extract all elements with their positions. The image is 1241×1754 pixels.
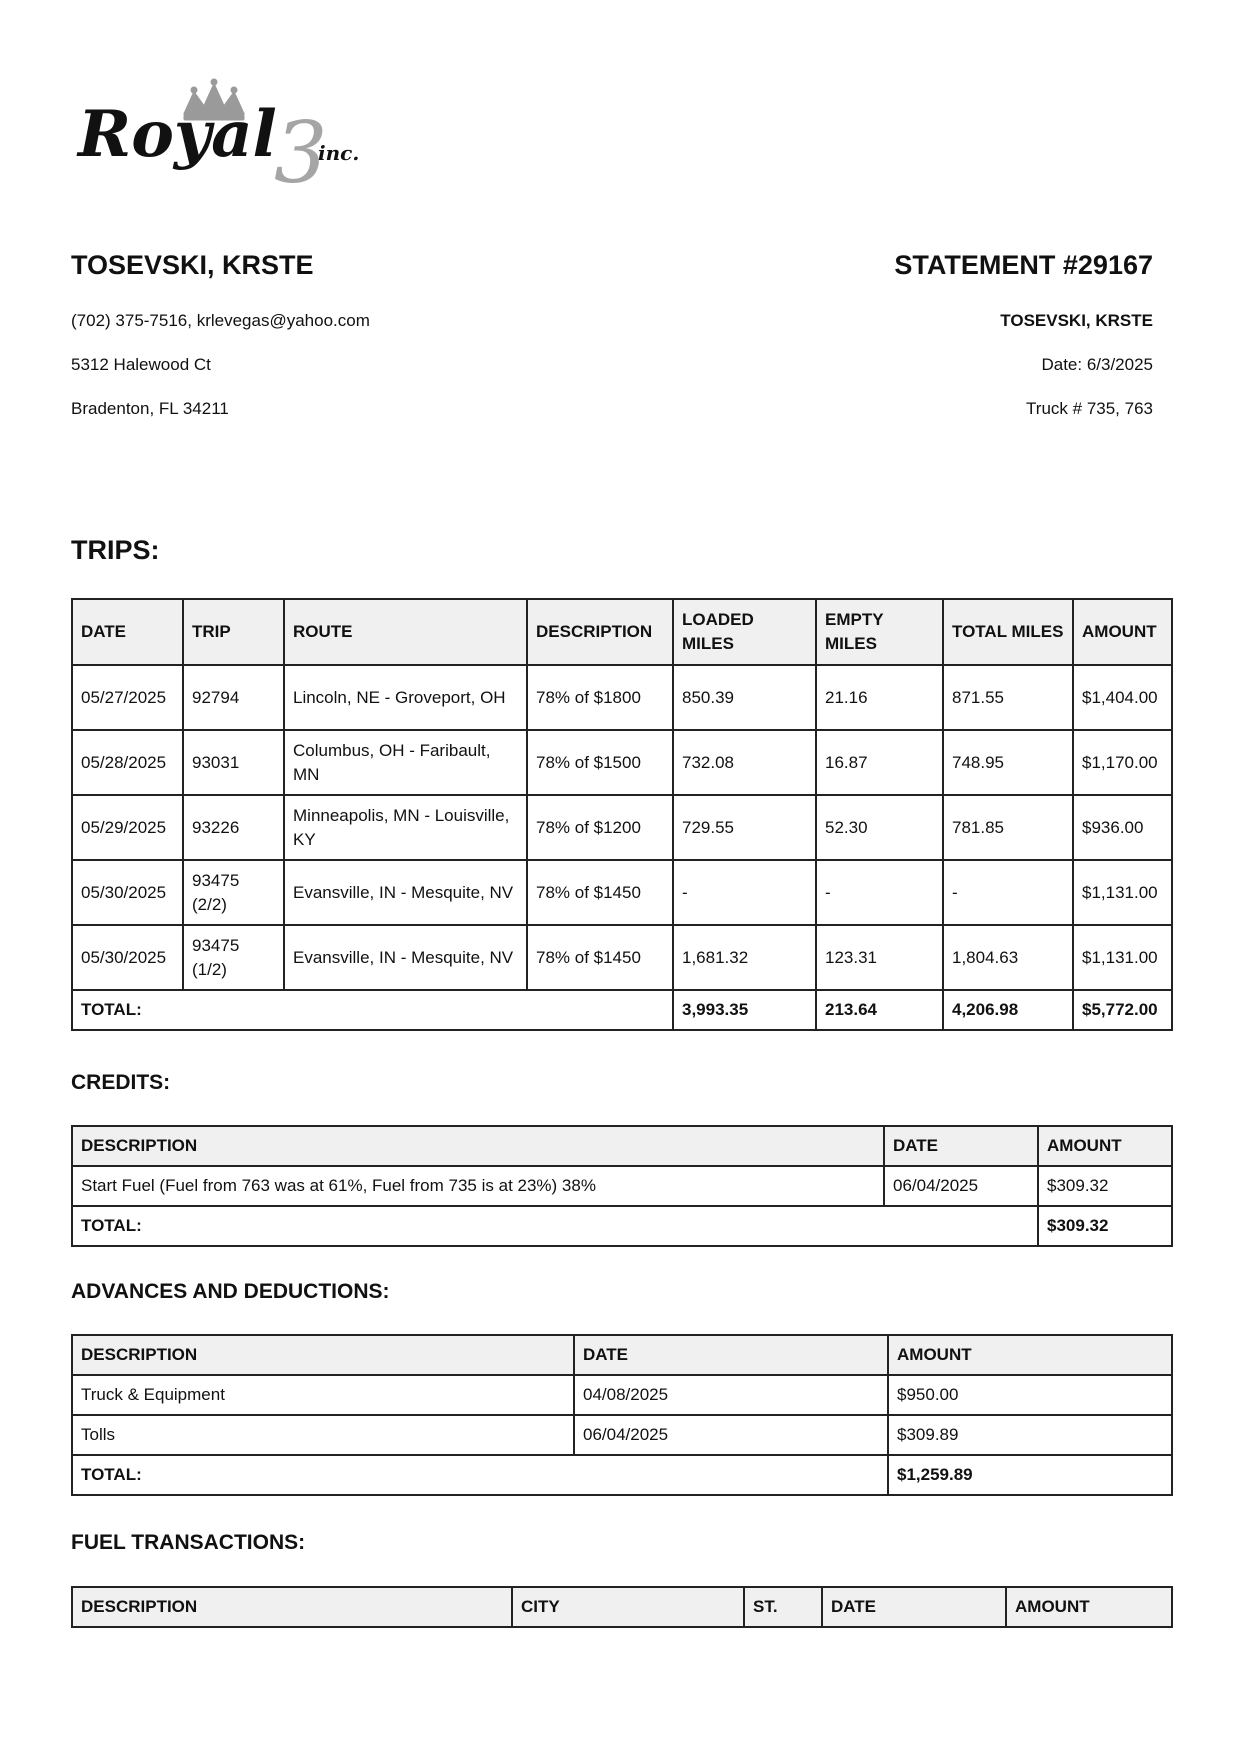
table-row: [72, 665, 1172, 730]
trips-total-label: TOTAL:: [72, 990, 673, 1030]
fuel-header-row: [72, 1587, 1172, 1627]
credits-header-date: DATE: [884, 1126, 1038, 1166]
trip-total-miles: -: [943, 860, 1073, 925]
advance-description: Tolls: [72, 1415, 574, 1455]
trip-total-miles: 1,804.63: [943, 925, 1073, 990]
trip-amount: $1,404.00: [1073, 665, 1172, 730]
trip-total-miles: 871.55: [943, 665, 1073, 730]
trip-date: 05/27/2025: [72, 665, 183, 730]
credits-title: CREDITS:: [71, 1071, 171, 1094]
trip-total-miles: 781.85: [943, 795, 1073, 860]
trip-route: Minneapolis, MN - Louisville, KY: [284, 795, 527, 860]
logo-numeral: 3: [274, 104, 328, 196]
trip-number: 92794: [183, 665, 284, 730]
fuel-header-description: DESCRIPTION: [72, 1587, 512, 1627]
advances-header-date: DATE: [574, 1335, 888, 1375]
trip-empty-miles: 16.87: [816, 730, 943, 795]
trip-date: 05/29/2025: [72, 795, 183, 860]
fuel-header-state: ST.: [744, 1587, 822, 1627]
trip-route: Lincoln, NE - Groveport, OH: [284, 665, 527, 730]
credits-table: [71, 1125, 1173, 1247]
driver-address-line2: Bradenton, FL 34211: [71, 399, 229, 418]
trip-amount: $1,170.00: [1073, 730, 1172, 795]
credits-total-row: [72, 1206, 1172, 1246]
advances-total-label: TOTAL:: [72, 1455, 888, 1495]
trips-total-miles: 4,206.98: [943, 990, 1073, 1030]
table-row: [72, 795, 1172, 860]
trip-number: 93031: [183, 730, 284, 795]
trip-empty-miles: 21.16: [816, 665, 943, 730]
credit-description: Start Fuel (Fuel from 763 was at 61%, Fuel from 735 is at 23%) 38%: [72, 1166, 884, 1206]
trips-header-description: DESCRIPTION: [527, 599, 673, 665]
credit-amount: $309.32: [1038, 1166, 1172, 1206]
trips-header-trip: TRIP: [183, 599, 284, 665]
trip-amount: $936.00: [1073, 795, 1172, 860]
credits-header-row: [72, 1126, 1172, 1166]
trip-amount: $1,131.00: [1073, 925, 1172, 990]
advances-title: ADVANCES AND DEDUCTIONS:: [71, 1280, 390, 1303]
credits-header-amount: AMOUNT: [1038, 1126, 1172, 1166]
trip-empty-miles: 123.31: [816, 925, 943, 990]
trips-header-route: ROUTE: [284, 599, 527, 665]
trips-header-empty-miles: EMPTY MILES: [816, 599, 943, 665]
advance-description: Truck & Equipment: [72, 1375, 574, 1415]
trip-loaded-miles: 850.39: [673, 665, 816, 730]
trip-loaded-miles: 732.08: [673, 730, 816, 795]
company-logo: [76, 78, 386, 196]
trip-total-miles: 748.95: [943, 730, 1073, 795]
advance-amount: $950.00: [888, 1375, 1172, 1415]
advance-amount: $309.89: [888, 1415, 1172, 1455]
statement-driver-name: TOSEVSKI, KRSTE: [1000, 311, 1153, 330]
advances-header-description: DESCRIPTION: [72, 1335, 574, 1375]
trips-total-loaded-miles: 3,993.35: [673, 990, 816, 1030]
table-row: [72, 730, 1172, 795]
advances-table: [71, 1334, 1173, 1496]
trip-description: 78% of $1450: [527, 925, 673, 990]
trips-header-date: DATE: [72, 599, 183, 665]
advances-total-amount: $1,259.89: [888, 1455, 1172, 1495]
trip-loaded-miles: 1,681.32: [673, 925, 816, 990]
trips-header-row: [72, 599, 1172, 665]
trip-description: 78% of $1800: [527, 665, 673, 730]
fuel-header-city: CITY: [512, 1587, 744, 1627]
trips-header-total-miles: TOTAL MILES: [943, 599, 1073, 665]
trip-number: 93475 (2/2): [183, 860, 284, 925]
trips-header-loaded-miles: LOADED MILES: [673, 599, 816, 665]
advances-header-row: [72, 1335, 1172, 1375]
trips-total-empty-miles: 213.64: [816, 990, 943, 1030]
trip-date: 05/28/2025: [72, 730, 183, 795]
trip-route: Evansville, IN - Mesquite, NV: [284, 860, 527, 925]
credit-date: 06/04/2025: [884, 1166, 1038, 1206]
trip-number: 93226: [183, 795, 284, 860]
credits-header-description: DESCRIPTION: [72, 1126, 884, 1166]
trip-date: 05/30/2025: [72, 925, 183, 990]
advances-header-amount: AMOUNT: [888, 1335, 1172, 1375]
trip-description: 78% of $1450: [527, 860, 673, 925]
fuel-table: [71, 1586, 1173, 1628]
trip-empty-miles: 52.30: [816, 795, 943, 860]
advance-date: 04/08/2025: [574, 1375, 888, 1415]
trip-date: 05/30/2025: [72, 860, 183, 925]
trip-loaded-miles: -: [673, 860, 816, 925]
trip-empty-miles: -: [816, 860, 943, 925]
trips-table: [71, 598, 1173, 1031]
fuel-title: FUEL TRANSACTIONS:: [71, 1531, 306, 1554]
driver-address-line1: 5312 Halewood Ct: [71, 355, 211, 374]
trip-description: 78% of $1200: [527, 795, 673, 860]
fuel-header-amount: AMOUNT: [1006, 1587, 1172, 1627]
statement-date: Date: 6/3/2025: [1041, 355, 1153, 374]
table-row: [72, 1375, 1172, 1415]
trip-amount: $1,131.00: [1073, 860, 1172, 925]
driver-name: TOSEVSKI, KRSTE: [71, 250, 314, 280]
trip-description: 78% of $1500: [527, 730, 673, 795]
table-row: [72, 1166, 1172, 1206]
table-row: [72, 1415, 1172, 1455]
trip-route: Evansville, IN - Mesquite, NV: [284, 925, 527, 990]
advances-total-row: [72, 1455, 1172, 1495]
credits-total-amount: $309.32: [1038, 1206, 1172, 1246]
trips-total-amount: $5,772.00: [1073, 990, 1172, 1030]
trip-route: Columbus, OH - Faribault, MN: [284, 730, 527, 795]
advance-date: 06/04/2025: [574, 1415, 888, 1455]
trips-header-amount: AMOUNT: [1073, 599, 1172, 665]
statement-title: STATEMENT #29167: [894, 250, 1153, 280]
credits-total-label: TOTAL:: [72, 1206, 1038, 1246]
trips-total-row: [72, 990, 1172, 1030]
statement-truck: Truck # 735, 763: [1026, 399, 1153, 418]
trips-title: TRIPS:: [71, 535, 160, 565]
table-row: [72, 860, 1172, 925]
driver-contact: (702) 375-7516, krlevegas@yahoo.com: [71, 311, 370, 330]
fuel-header-date: DATE: [822, 1587, 1006, 1627]
trip-number: 93475 (1/2): [183, 925, 284, 990]
logo-suffix: inc.: [318, 141, 360, 165]
logo-wordmark: Royal: [78, 97, 277, 172]
table-row: [72, 925, 1172, 990]
trip-loaded-miles: 729.55: [673, 795, 816, 860]
